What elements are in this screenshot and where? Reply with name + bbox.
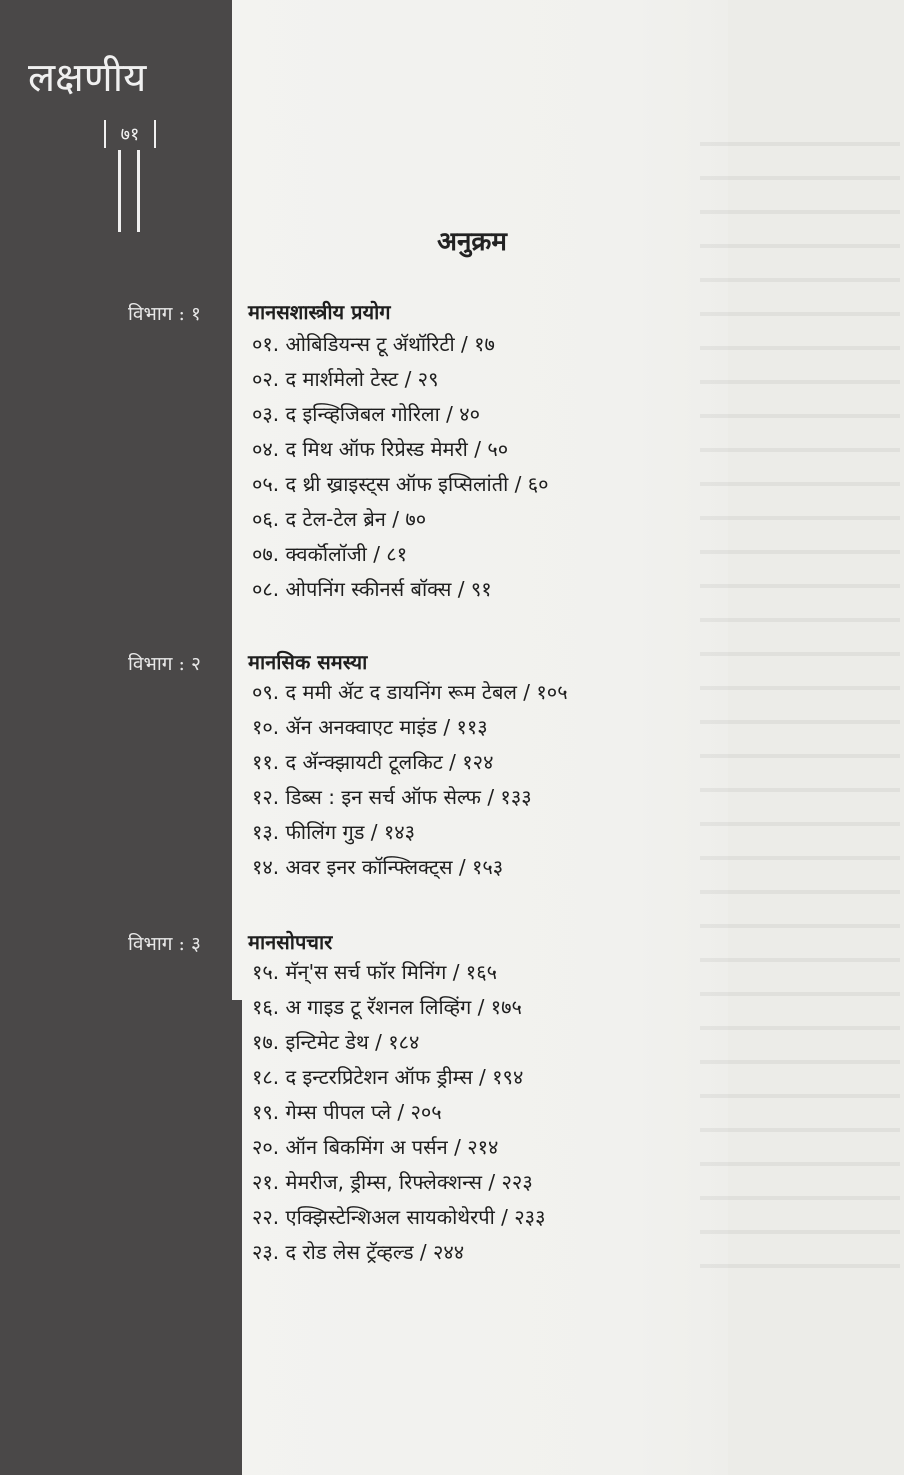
section-label-2: विभाग : २ [128, 653, 201, 675]
toc-entry: ११. द ॲन्क्झायटी टूलकिट / १२४ [252, 750, 494, 774]
toc-entry: ०१. ओबिडियन्स टू ॲथॉरिटी / १७ [252, 332, 495, 356]
toc-entry: ०४. द मिथ ऑफ रिप्रेस्ड मेमरी / ५० [252, 437, 509, 461]
toc-entry: १३. फीलिंग गुड / १४३ [252, 820, 416, 844]
toc-entry: ०५. द थ्री ख्राइस्ट्स ऑफ इप्सिलांती / ६० [252, 472, 549, 496]
series-number: ७१ [104, 120, 156, 148]
section-name-2: मानसिक समस्या [248, 650, 368, 674]
section-label-1: विभाग : १ [128, 303, 201, 325]
toc-entry: १४. अवर इनर कॉन्फ्लिक्ट्स / १५३ [252, 855, 504, 879]
show-through-text [700, 120, 900, 1270]
toc-entry: ०९. द ममी ॲट द डायनिंग रूम टेबल / १०५ [252, 680, 568, 704]
toc-entry: ०२. द मार्शमेलो टेस्ट / २९ [252, 367, 439, 391]
section-label-3: विभाग : ३ [128, 933, 201, 955]
toc-entry: ०३. द इन्व्हिजिबल गोरिला / ४० [252, 402, 481, 426]
toc-entry: १७. इन्टिमेट डेथ / १८४ [252, 1030, 420, 1054]
toc-entry: २०. ऑन बिकमिंग अ पर्सन / २१४ [252, 1135, 499, 1159]
section-name-3: मानसोपचार [248, 930, 333, 954]
section-entries-1 [252, 327, 549, 607]
toc-entry: २२. एक्झिस्टेन्शिअल सायकोथेरपी / २३३ [252, 1205, 546, 1229]
toc-entry: १६. अ गाइड टू रॅशनल लिव्हिंग / १७५ [252, 995, 522, 1019]
toc-entry: १०. ॲन अनक्वाएट माइंड / ११३ [252, 715, 488, 739]
section-name-1: मानसशास्त्रीय प्रयोग [248, 300, 391, 324]
toc-entry: ०६. द टेल-टेल ब्रेन / ७० [252, 507, 427, 531]
series-band-lower [0, 1000, 242, 1475]
series-title: लक्षणीय [28, 55, 147, 101]
toc-entry: १९. गेम्स पीपल प्ले / २०५ [252, 1100, 442, 1124]
section-entries-2 [252, 675, 568, 885]
toc-entry: १५. मॅन्'स सर्च फॉर मिनिंग / १६५ [252, 960, 497, 984]
toc-entry: १२. डिब्स : इन सर्च ऑफ सेल्फ / १३३ [252, 785, 532, 809]
toc-entry: १८. द इन्टरप्रिटेशन ऑफ ड्रीम्स / १९४ [252, 1065, 524, 1089]
series-divider-lines [118, 150, 140, 232]
section-entries-3 [252, 955, 545, 1270]
toc-heading: अनुक्रम [437, 227, 507, 257]
toc-entry: २१. मेमरीज, ड्रीम्स, रिफ्लेक्शन्स / २२३ [252, 1170, 533, 1194]
toc-entry: ०८. ओपनिंग स्कीनर्स बॉक्स / ९१ [252, 577, 492, 601]
toc-entry: ०७. क्वर्कॉलॉजी / ८१ [252, 542, 408, 566]
toc-entry: २३. द रोड लेस ट्रॅव्हल्ड / २४४ [252, 1240, 465, 1264]
